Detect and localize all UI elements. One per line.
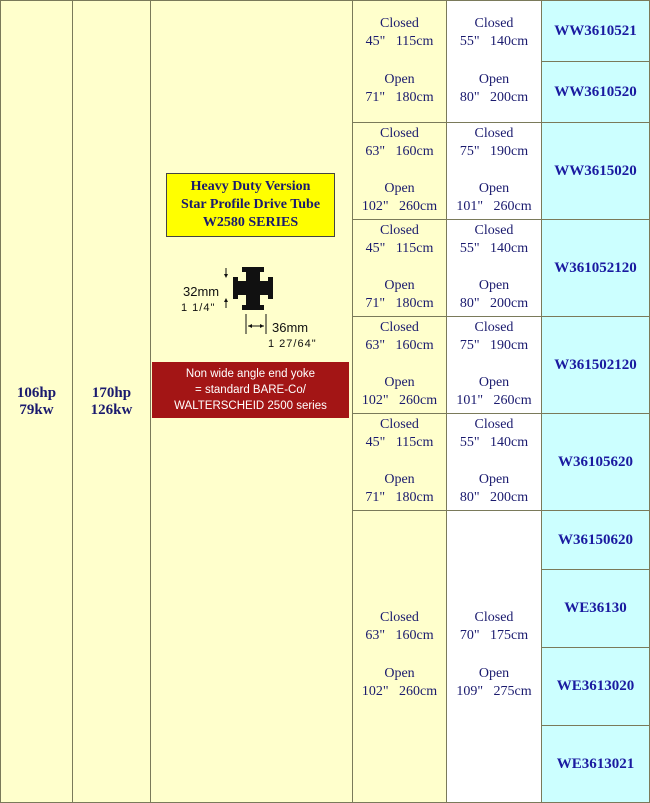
- open-cm: 260cm: [493, 199, 532, 214]
- closed-inches: 63": [365, 144, 386, 159]
- part-code-cell: WE36130: [541, 569, 650, 648]
- closed-label: Closed: [380, 16, 419, 31]
- power-cell-2: [72, 0, 151, 803]
- closed-dims: [353, 33, 446, 51]
- open-inches: 102": [361, 684, 389, 699]
- power-cell-1: [0, 0, 73, 803]
- closed-dims: [447, 337, 541, 355]
- open-cm: 180cm: [395, 490, 434, 505]
- heavy-duty-line-1: Heavy Duty Version: [190, 179, 311, 194]
- length-cell-b: [446, 0, 542, 123]
- closed-inches: 55": [459, 34, 480, 49]
- closed-inches: 55": [459, 241, 480, 256]
- closed-inches: 45": [365, 34, 386, 49]
- closed-dims: [353, 240, 446, 258]
- open-label: Open: [478, 72, 510, 87]
- closed-cm: 190cm: [490, 338, 529, 353]
- length-cell-b: [446, 122, 542, 220]
- closed-label: Closed: [474, 417, 514, 432]
- open-dims: [353, 295, 446, 313]
- closed-label: Closed: [474, 16, 514, 31]
- closed-block: [447, 125, 541, 161]
- closed-cm: 190cm: [490, 144, 529, 159]
- open-cm: 180cm: [395, 90, 434, 105]
- open-cm: 260cm: [399, 393, 438, 408]
- open-inches: 80": [459, 490, 480, 505]
- open-block: [353, 374, 446, 410]
- closed-label: Closed: [474, 126, 514, 141]
- open-block: [447, 665, 541, 701]
- tube-width-mm: 36mm: [272, 320, 309, 335]
- power-hp-2: 170hp: [91, 384, 132, 401]
- part-code-cell: W36105620: [541, 413, 650, 511]
- open-cm: 200cm: [490, 296, 529, 311]
- closed-block: [353, 15, 446, 51]
- open-dims: [447, 198, 541, 216]
- closed-inches: 75": [459, 144, 480, 159]
- yoke-note-box: [152, 362, 349, 418]
- closed-dims: [447, 240, 541, 258]
- closed-label: Closed: [380, 223, 419, 238]
- open-block: [353, 277, 446, 313]
- part-code-cell: W36150620: [541, 510, 650, 570]
- closed-label: Closed: [474, 320, 514, 335]
- open-block: [447, 374, 541, 410]
- open-inches: 80": [459, 296, 480, 311]
- open-dims: [447, 295, 541, 313]
- open-cm: 260cm: [399, 684, 438, 699]
- power-kw: 79kw: [19, 401, 54, 418]
- open-block: [353, 471, 446, 507]
- open-dims: [353, 198, 446, 216]
- open-label: Open: [384, 278, 415, 293]
- closed-dims: [447, 33, 541, 51]
- part-code-cell: WW3610520: [541, 61, 650, 123]
- closed-cm: 160cm: [395, 144, 434, 159]
- closed-cm: 160cm: [395, 338, 434, 353]
- open-cm: 275cm: [493, 684, 532, 699]
- closed-block: [447, 15, 541, 51]
- closed-cm: 140cm: [490, 241, 529, 256]
- open-cm: 200cm: [490, 90, 529, 105]
- open-label: Open: [384, 72, 415, 87]
- heavy-duty-line-3: W2580 SERIES: [202, 215, 299, 230]
- open-block: [447, 277, 541, 313]
- closed-block: [447, 416, 541, 452]
- heavy-duty-title-box: [166, 173, 335, 237]
- tube-height-mm: 32mm: [183, 284, 220, 299]
- closed-dims: [353, 143, 446, 161]
- length-cell-a: [352, 219, 447, 317]
- part-code-cell: WW3610521: [541, 0, 650, 62]
- closed-dims: [447, 434, 541, 452]
- length-cell-b: [446, 316, 542, 414]
- closed-cm: 115cm: [395, 435, 434, 450]
- closed-label: Closed: [474, 223, 514, 238]
- open-label: Open: [384, 181, 415, 196]
- closed-cm: 115cm: [395, 241, 434, 256]
- open-label: Open: [384, 472, 415, 487]
- open-inches: 102": [361, 393, 389, 408]
- open-dims: [447, 683, 541, 701]
- open-block: [353, 180, 446, 216]
- open-inches: 71": [365, 296, 386, 311]
- part-code-cell: W361502120: [541, 316, 650, 414]
- length-cell-a: [352, 0, 447, 123]
- length-cell-a: [352, 316, 447, 414]
- closed-dims: [353, 627, 446, 645]
- open-inches: 109": [456, 684, 484, 699]
- length-cell-a: [352, 510, 447, 803]
- closed-block: [353, 222, 446, 258]
- open-block: [353, 665, 446, 701]
- tube-width-in: 1 27/64": [268, 338, 317, 350]
- open-dims: [447, 392, 541, 410]
- closed-label: Closed: [380, 610, 419, 625]
- open-dims: [353, 392, 446, 410]
- part-code-cell: W361052120: [541, 219, 650, 317]
- open-inches: 71": [365, 490, 386, 505]
- closed-cm: 140cm: [490, 34, 529, 49]
- open-cm: 260cm: [399, 199, 438, 214]
- open-inches: 80": [459, 90, 480, 105]
- closed-label: Closed: [380, 126, 419, 141]
- open-inches: 101": [456, 199, 484, 214]
- length-cell-a: [352, 413, 447, 511]
- closed-inches: 55": [459, 435, 480, 450]
- open-inches: 71": [365, 90, 386, 105]
- closed-block: [447, 609, 541, 645]
- closed-cm: 175cm: [490, 628, 529, 643]
- open-dims: [447, 489, 541, 507]
- closed-label: Closed: [380, 417, 419, 432]
- open-inches: 101": [456, 393, 484, 408]
- open-block: [353, 71, 446, 107]
- open-block: [447, 180, 541, 216]
- closed-dims: [447, 627, 541, 645]
- closed-block: [353, 125, 446, 161]
- closed-dims: [447, 143, 541, 161]
- closed-dims: [353, 337, 446, 355]
- power-hp: 106hp: [16, 384, 57, 401]
- closed-cm: 160cm: [395, 628, 434, 643]
- part-code-cell: WW3615020: [541, 122, 650, 220]
- open-inches: 102": [361, 199, 389, 214]
- closed-inches: 45": [365, 241, 386, 256]
- closed-inches: 63": [365, 628, 386, 643]
- closed-block: [353, 416, 446, 452]
- length-cell-a: [352, 122, 447, 220]
- open-dims: [353, 489, 446, 507]
- tube-height-in: 1 1/4": [181, 302, 216, 314]
- heavy-duty-line-2: Star Profile Drive Tube: [180, 197, 321, 212]
- length-cell-b: [446, 510, 542, 803]
- closed-inches: 63": [365, 338, 386, 353]
- open-label: Open: [384, 375, 415, 390]
- length-cell-b: [446, 219, 542, 317]
- open-label: Open: [478, 181, 510, 196]
- open-dims: [353, 89, 446, 107]
- closed-label: Closed: [380, 320, 419, 335]
- open-block: [447, 471, 541, 507]
- closed-block: [353, 319, 446, 355]
- open-block: [447, 71, 541, 107]
- open-cm: 200cm: [490, 490, 529, 505]
- open-label: Open: [478, 666, 510, 681]
- closed-label: Closed: [474, 610, 514, 625]
- open-label: Open: [478, 278, 510, 293]
- part-code-cell: WE3613020: [541, 647, 650, 726]
- open-label: Open: [478, 375, 510, 390]
- open-dims: [353, 683, 446, 701]
- closed-block: [353, 609, 446, 645]
- length-cell-b: [446, 413, 542, 511]
- open-cm: 260cm: [493, 393, 532, 408]
- closed-inches: 45": [365, 435, 386, 450]
- closed-cm: 140cm: [490, 435, 529, 450]
- yoke-note-line-2: = standard BARE-Co/: [195, 384, 306, 396]
- closed-dims: [353, 434, 446, 452]
- closed-inches: 70": [459, 628, 480, 643]
- yoke-note-line-3: WALTERSCHEID 2500 series: [174, 400, 327, 412]
- open-dims: [447, 89, 541, 107]
- open-label: Open: [384, 666, 415, 681]
- closed-block: [447, 222, 541, 258]
- power-kw-2: 126kw: [90, 401, 133, 418]
- closed-block: [447, 319, 541, 355]
- yoke-note-line-1: Non wide angle end yoke: [185, 368, 316, 380]
- part-code-cell: WE3613021: [541, 725, 650, 803]
- closed-inches: 75": [459, 338, 480, 353]
- open-label: Open: [478, 472, 510, 487]
- closed-cm: 115cm: [395, 34, 434, 49]
- open-cm: 180cm: [395, 296, 434, 311]
